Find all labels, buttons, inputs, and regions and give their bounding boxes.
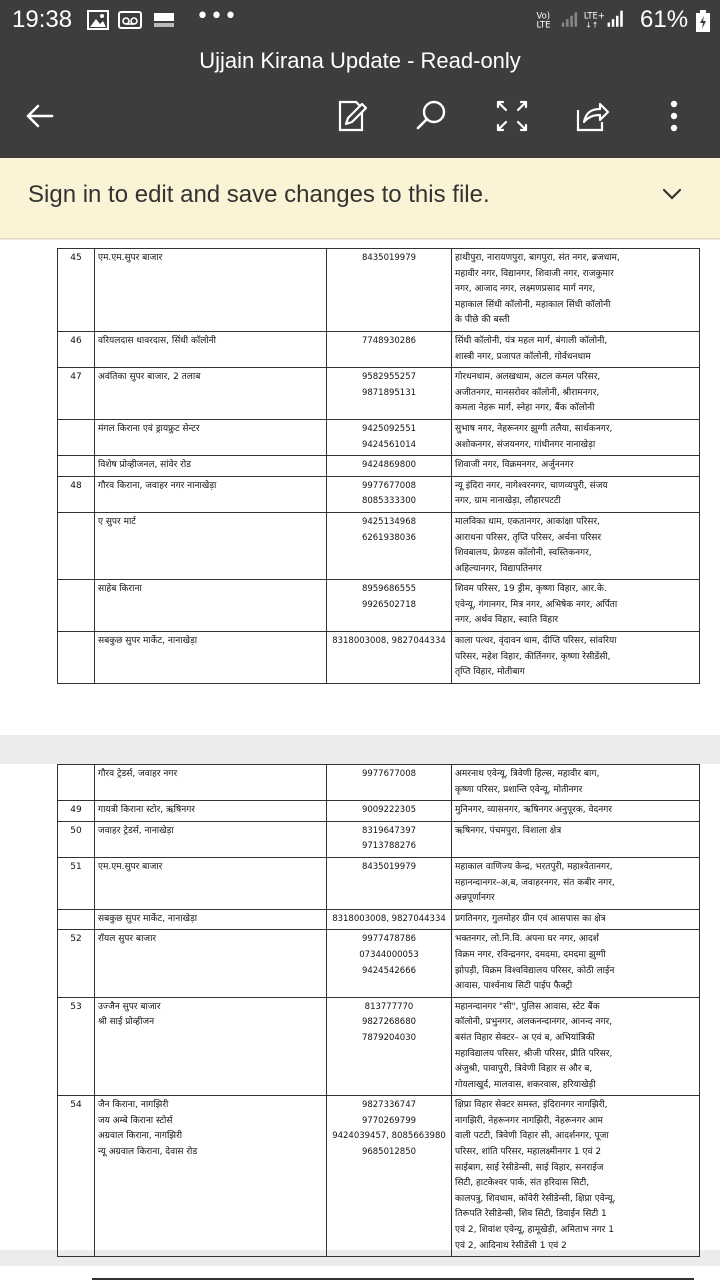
- area-line: क्षिप्रा विहार सेक्टर समस्त, इंदिरानगर नागझिरी,: [455, 1100, 608, 1111]
- shop-name-cell: [95, 821, 327, 857]
- table-row: [58, 857, 700, 909]
- document-page-2: [0, 764, 720, 1250]
- area-cell: [452, 419, 700, 455]
- shop-name-cell: [95, 249, 327, 332]
- area-line: कमला नेहरू मार्ग, स्नेहा नगर, बैंक कॉलोनी: [455, 403, 595, 414]
- document-page-3: [0, 1266, 720, 1280]
- table-row: [58, 909, 700, 930]
- phone-number: 7748930286: [361, 335, 417, 346]
- row-number: [58, 909, 95, 930]
- svg-text:↓↑: ↓↑: [585, 20, 599, 30]
- row-number: [58, 419, 95, 455]
- row-number: 50: [58, 821, 95, 857]
- shop-name-cell: [95, 930, 327, 997]
- area-line: कालपत्रु, शिवधाम, कॉवेरी रेसीडेन्सी, क्षिप्रा एवेन्यू,: [455, 1193, 616, 1204]
- area-cell: [452, 1096, 700, 1257]
- phone-number: 9977478786: [361, 934, 417, 945]
- app-bar: [0, 44, 720, 158]
- area-cell: [452, 632, 700, 684]
- phone-number: 9977677008: [361, 769, 417, 779]
- area-line: महाकाल सिंधी कॉलोनी, महाकाल सिंधी कॉलोनी: [455, 299, 611, 310]
- svg-text:LTE+: LTE+: [583, 10, 605, 21]
- area-line: सिटी, हाटकेश्वर पार्क, संत हरिदास सिटी,: [455, 1178, 590, 1189]
- area-cell: [452, 930, 700, 997]
- area-line: के पीछे की बस्ती: [455, 315, 510, 326]
- phone-number: 9827268680: [361, 1017, 417, 1028]
- phone-number: 9977677008: [361, 480, 417, 491]
- area-line: महावीर नगर, विद्यानगर, शिवाजी नगर, राजकुमार: [455, 268, 614, 279]
- area-cell: [452, 997, 700, 1096]
- area-line: परिसर, शांति परिसर, महालक्ष्मीनगर 1 एवं 2: [455, 1147, 602, 1158]
- area-line: नागझिरी, नेहरूनगर नागझिरी, नेहरूनगर आम: [455, 1115, 603, 1126]
- row-number: 48: [58, 476, 95, 512]
- area-cell: [452, 821, 700, 857]
- area-cell: [452, 580, 700, 632]
- shop-name-cell: [95, 456, 327, 477]
- shop-name: जय अम्बे किराना स्टोर्स: [98, 1115, 173, 1126]
- area-cell: [452, 249, 700, 332]
- area-cell: [452, 368, 700, 420]
- phone-number: 7879204030: [361, 1032, 417, 1043]
- row-number: 51: [58, 857, 95, 909]
- area-line: गोरधनधाम, अलखधाम, अटल कमल परिसर,: [455, 372, 601, 383]
- shop-name: ए सुपर मार्ट: [98, 516, 136, 527]
- phone-cell: [327, 331, 452, 367]
- area-line: अहिल्यानगर, विद्यापतिनगर: [455, 563, 542, 574]
- area-cell: [452, 456, 700, 477]
- row-number: [58, 512, 95, 579]
- area-line: कृष्णा परिसर, प्रशान्ति एवेन्यू, मोतीनगर: [455, 784, 583, 795]
- shop-name: उज्जैन सुपर बाजार: [98, 1001, 161, 1012]
- area-line: सिंधी कॉलोनी, यंत्र महल मार्ग, बंगाली कॉलोनी,: [455, 335, 608, 346]
- phone-cell: [327, 909, 452, 930]
- area-cell: [452, 512, 700, 579]
- phone-cell: [327, 580, 452, 632]
- phone-cell: [327, 997, 452, 1096]
- row-number: [58, 456, 95, 477]
- shop-name-cell: [95, 1096, 327, 1257]
- shop-name-cell: [95, 331, 327, 367]
- phone-number: 9424039457, 8085663980: [332, 1131, 446, 1142]
- area-line: शिवबालय, फ्रेण्डस कॉलोनी, स्वस्तिकनगर,: [455, 548, 592, 559]
- phone-cell: [327, 476, 452, 512]
- area-line: सुभाष नगर, नेहरूनगर झुग्गी तलैया, सार्थकनगर,: [455, 423, 613, 434]
- phone-number: 8319647397: [361, 825, 417, 836]
- shop-name-cell: [95, 512, 327, 579]
- area-line: शिवाजी नगर, विक्रमनगर, अर्जुननगर: [455, 460, 574, 471]
- signal-icon: [528, 9, 638, 31]
- area-line: काला पत्थर, वृंदावन धाम, दीप्ति परिसर, सांवरिया: [455, 636, 617, 647]
- phone-cell: [327, 821, 452, 857]
- table-row: [58, 456, 700, 477]
- phone-cell: [327, 765, 452, 801]
- shop-name-cell: [95, 765, 327, 801]
- area-cell: [452, 857, 700, 909]
- voicemail-icon: [118, 9, 142, 31]
- area-line: वाली पटटी, त्रिवेणी विहार सी, आदर्शनगर, पूजा: [455, 1131, 609, 1142]
- phone-number: 8085333300: [361, 496, 417, 507]
- area-line: मुनिनगर, व्यासनगर, ऋषिनगर अनुपूरक, वेदनगर: [455, 805, 612, 816]
- row-number: 45: [58, 249, 95, 332]
- area-line: अंजुश्री, पावापुरी, त्रिवेणी विहार स और ब,: [455, 1064, 593, 1075]
- area-line: नगर, अर्थव विहार, स्वाति विहार: [455, 615, 559, 626]
- phone-number: 6261938036: [361, 532, 417, 543]
- kirana-table-page-1: [57, 248, 700, 684]
- area-line: शास्त्री नगर, प्रजापत कॉलोनी, गोर्वधनधाम: [455, 351, 591, 362]
- svg-text:LTE: LTE: [536, 19, 551, 30]
- phone-number: 8435019979: [361, 861, 417, 872]
- phone-number: 9713788276: [361, 841, 417, 852]
- phone-number: 07344000053: [359, 949, 419, 960]
- phone-number: 9425134968: [361, 516, 417, 527]
- shop-name: श्री साई प्रोव्हीजन: [98, 1017, 155, 1028]
- shop-name-cell: [95, 419, 327, 455]
- area-cell: [452, 331, 700, 367]
- search-icon[interactable]: [410, 94, 454, 138]
- area-line: साईबाग, साई रेसीडेन्सी, साई विहार, सनराईज: [455, 1162, 604, 1173]
- phone-number: 9009222305: [361, 805, 417, 816]
- shop-name-cell: [95, 997, 327, 1096]
- phone-number: 9827336747: [361, 1100, 417, 1111]
- area-line: अशोकनगर, संजयनगर, गांधीनगर नानाखेड़ा: [455, 439, 596, 450]
- table-row: [58, 249, 700, 332]
- fullscreen-icon[interactable]: [490, 94, 534, 138]
- shop-name-cell: [95, 801, 327, 822]
- phone-number: 9770269799: [361, 1115, 417, 1126]
- phone-cell: [327, 1096, 452, 1257]
- area-line: कॉलोनी, प्रभुनगर, अलकनन्दानगर, आनन्द नगर,: [455, 1017, 613, 1028]
- table-row: [58, 632, 700, 684]
- shop-name-cell: [95, 476, 327, 512]
- table-row: [58, 821, 700, 857]
- area-line: अमरनाथ एवेन्यू, त्रिवेणी हिल्स, महावीर बाग,: [455, 769, 600, 779]
- table-row: [58, 512, 700, 579]
- area-line: अजीतनगर, मानसरोवर कॉलोनी, श्रीरामनगर,: [455, 387, 600, 398]
- news-icon: [153, 9, 175, 31]
- sign-in-message: Sign in to edit and save changes to this file.: [28, 181, 490, 208]
- phone-number: 9582955257: [361, 372, 417, 383]
- edit-icon[interactable]: [330, 94, 374, 138]
- shop-name: न्यू अग्रवाल किराना, देवास रोड: [98, 1147, 198, 1158]
- phone-cell: [327, 368, 452, 420]
- row-number: 47: [58, 368, 95, 420]
- more-options-icon[interactable]: [652, 94, 696, 138]
- table-row: [58, 368, 700, 420]
- table-row: [58, 997, 700, 1096]
- area-line: आराधना परिसर, तृप्ति परिसर, अर्चना परिसर: [455, 532, 602, 543]
- status-time: 19:38: [12, 6, 73, 33]
- more-notifications-icon: •••: [196, 4, 238, 29]
- phone-number: 8318003008, 9827044334: [332, 636, 446, 647]
- phone-cell: [327, 930, 452, 997]
- phone-number: 9685012850: [361, 1147, 417, 1158]
- area-line: न्यू इंदिरा नगर, नागेश्वरनगर, चाणव्यपुरी, संजय: [455, 480, 608, 491]
- table-row: [58, 419, 700, 455]
- shop-name-cell: [95, 580, 327, 632]
- row-number: 46: [58, 331, 95, 367]
- phone-cell: [327, 419, 452, 455]
- battery-level: 61%: [640, 6, 689, 33]
- area-line: आवास, पार्श्वनाथ सिटी पाईप फैक्ट्री: [455, 981, 573, 992]
- shop-name: गौरव ट्रेडर्स, जवाहर नगर: [98, 769, 178, 779]
- shop-name: विशेष प्रोव्हीजनल, सांवेर रोड: [98, 460, 191, 471]
- table-row: [58, 476, 700, 512]
- phone-number: 9425092551: [361, 423, 417, 434]
- shop-name: रॉयल सुपर बाजार: [98, 934, 157, 945]
- area-line: विक्रम नगर, रविन्द्रनगर, दमदमा, दमदमा झुग्गी: [455, 949, 606, 960]
- area-line: एवं 2, शिवांश एवेन्यू, हामूखेड़ी, अमिताभ नगर 1: [455, 1225, 614, 1236]
- area-line: अन्नपूर्णानगर: [455, 893, 495, 904]
- shop-name: एम.एम.सुपर बाजार: [98, 253, 163, 263]
- shop-name-cell: [95, 857, 327, 909]
- phone-cell: [327, 632, 452, 684]
- phone-number: 8318003008, 9827044334: [332, 913, 446, 924]
- area-line: तृप्ति विहार, मोतीबाग: [455, 667, 525, 678]
- phone-number: 8435019979: [361, 253, 417, 263]
- chevron-down-icon[interactable]: [662, 188, 682, 202]
- phone-cell: [327, 512, 452, 579]
- area-cell: [452, 476, 700, 512]
- phone-number: 9871895131: [361, 387, 417, 398]
- row-number: 49: [58, 801, 95, 822]
- phone-cell: [327, 801, 452, 822]
- shop-name: एम.एम.सुपर बाजार: [98, 861, 163, 872]
- document-title: Ujjain Kirana Update - Read-only: [199, 48, 521, 73]
- table-row: [58, 765, 700, 801]
- table-row: [58, 801, 700, 822]
- shop-name: गौरव किराना, जवाहर नगर नानाखेड़ा: [98, 480, 217, 491]
- shop-name: अवंतिका सुपर बाजार, 2 तलाब: [98, 372, 201, 383]
- area-line: तिरूपति रेसीडेन्सी, शिव सिटी, डिवाईन सिटी 1: [455, 1209, 607, 1220]
- area-line: बसंत विहार सेक्टर– अ एवं ब, अभियांत्रिकी: [455, 1032, 595, 1043]
- table-row: [58, 331, 700, 367]
- shop-name: गायत्री किराना स्टोर, ऋषिनगर: [98, 805, 195, 816]
- shop-name: वरियलदास धावरदास, सिंधी कॉलोनी: [98, 335, 217, 346]
- row-number: [58, 632, 95, 684]
- back-arrow-icon[interactable]: [18, 94, 62, 138]
- shop-name: सबकुछ सुपर मार्केट, नानाखेड़ा: [98, 636, 198, 647]
- row-number: [58, 765, 95, 801]
- area-line: हाथीपुरा, नारायणपुरा, बागपुरा, संत नगर, ब्रजधाम,: [455, 253, 620, 263]
- area-line: एवेन्यू, गंगानगर, मित्र नगर, अभिषेक नगर, अर्पिता: [455, 599, 618, 610]
- phone-number: 9424561014: [361, 439, 417, 450]
- phone-number: 8959686555: [361, 584, 417, 595]
- area-cell: [452, 909, 700, 930]
- row-number: [58, 580, 95, 632]
- area-line: परिसर, महेश विहार, कीर्तिनगर, कृष्णा रेसीडेंसी,: [455, 651, 611, 662]
- area-line: मालविका धाम, एकतानगर, आकांक्षा परिसर,: [455, 516, 600, 527]
- table-row: [58, 930, 700, 997]
- area-line: गोयलाखुर्द, मालवास, शकरवास, हरियाखेड़ी: [455, 1079, 596, 1090]
- area-line: एवं 2, आदिनाथ रेसीडेंसी 1 एवं 2: [455, 1240, 567, 1251]
- phone-cell: [327, 456, 452, 477]
- row-number: 53: [58, 997, 95, 1096]
- row-number: 54: [58, 1096, 95, 1257]
- area-line: भक्तनगर, लो.नि.वि. अपना घर नगर, आदर्श: [455, 934, 599, 945]
- area-cell: [452, 801, 700, 822]
- area-line: झोपड़ी, विक्रम विश्वविद्यालय परिसर, कोठी लाईन: [455, 965, 615, 976]
- area-line: प्रगतिनगर, गुलमोहर ग्रीन एवं आसपास का क्षेत्र: [455, 913, 606, 924]
- phone-number: 813777770: [364, 1001, 414, 1012]
- area-line: शिवम परिसर, 19 ड्रीम, कृष्णा विहार, आर.के.: [455, 584, 607, 595]
- phone-cell: [327, 249, 452, 332]
- area-line: महाकाल वाणिज्य केन्द्र, भरतपुरी, महाश्वेतानगर,: [455, 861, 613, 872]
- status-bar: [0, 0, 720, 44]
- area-line: नगर, ग्राम नानाखेड़ा, लौहारपटटी: [455, 496, 561, 507]
- phone-number: 9926502718: [361, 599, 417, 610]
- shop-name: साहेब किराना: [98, 584, 142, 595]
- kirana-table-page-2: [57, 764, 700, 1257]
- share-icon[interactable]: [570, 94, 614, 138]
- area-line: नगर, आजाद नगर, लक्ष्मणप्रसाद मार्ग नगर,: [455, 284, 596, 295]
- gallery-icon: [87, 9, 109, 31]
- svg-text:Vo): Vo): [536, 10, 551, 21]
- row-number: 52: [58, 930, 95, 997]
- phone-number: 9424869800: [361, 460, 417, 471]
- shop-name: जवाहर ट्रेडर्स, नानाखेड़ा: [98, 825, 174, 836]
- shop-name-cell: [95, 632, 327, 684]
- area-line: ऋषिनगर, पंचमपुरा, विशाला क्षेत्र: [455, 825, 562, 836]
- area-cell: [452, 765, 700, 801]
- sign-in-banner[interactable]: [0, 158, 720, 239]
- area-line: महाविद्यालय परिसर, श्रीजी परिसर, प्रीति परिसर,: [455, 1048, 613, 1059]
- shop-name: मंगल किराना एवं ड्रायफ्रुट सेन्टर: [98, 423, 200, 434]
- document-page-1: [0, 240, 720, 735]
- area-line: महानन्दानगर "सी", पुलिस आवास, स्टेट बैंक: [455, 1001, 600, 1012]
- table-row: [58, 580, 700, 632]
- shop-name: सबकुछ सुपर मार्केट, नानाखेड़ा: [98, 913, 198, 924]
- table-row: [58, 1096, 700, 1257]
- phone-cell: [327, 857, 452, 909]
- phone-number: 9424542666: [361, 965, 417, 976]
- battery-charging-icon: [696, 10, 710, 32]
- shop-name: अग्रवाल किराना, नागझिरी: [98, 1131, 183, 1142]
- shop-name: जैन किराना, नागझिरी: [98, 1100, 169, 1111]
- area-line: महानन्दानगर–अ,ब, जवाहरनगर, संत कबीर नगर,: [455, 877, 615, 888]
- shop-name-cell: [95, 368, 327, 420]
- shop-name-cell: [95, 909, 327, 930]
